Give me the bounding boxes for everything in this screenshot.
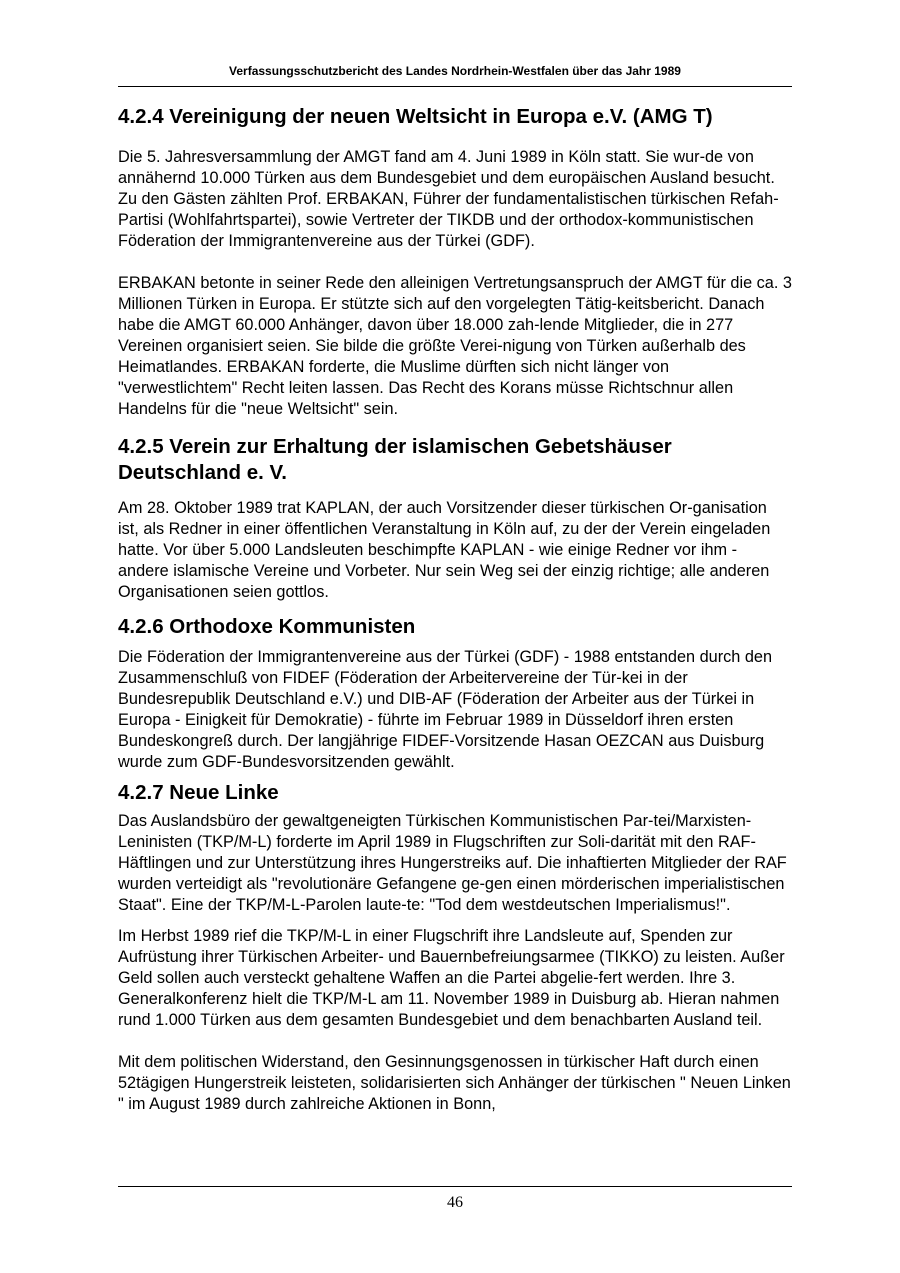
footer-rule [118, 1186, 792, 1187]
page-body [118, 104, 792, 1115]
paragraph: ERBAKAN betonte in seiner Rede den alleinigen Vertretungsanspruch der AMGT für die ca. 3 Millionen Türken in Europa. Er stützte sich auf den vorgelegten Tätig-keitsbericht. Danach habe die AMGT 60.000 Anhänger, davon über 18.000 zah-lende Mitglieder, die in 277 Vereinen organisiert seien. Sie bilde die größte Verei-nigung von Türken außerhalb des Heimatlandes. ERBAKAN forderte, die Muslime dürften sich nicht länger von "verwestlichtem" Recht leiten lassen. Das Recht des Korans müsse Richtschnur allen Handelns für die "neue Weltsicht" sein. [118, 274, 792, 418]
paragraph: Im Herbst 1989 rief die TKP/M-L in einer Flugschrift ihre Landsleute auf, Spenden zur Aufrüstung ihrer Türkischen Arbeiter- und Bauernbefreiungsarmee (TIKKO) zu leisten. Außer Geld sollen auch versteckt gehaltene Waffen an die Partei abgelie-fert werden. Ihre 3. Generalkonferenz hielt die TKP/M-L am 11. November 1989 in Duisburg ab. Hieran nahmen rund 1.000 Türken aus dem gesamten Bundesgebiet und dem benachbarten Ausland teil. [118, 927, 785, 1029]
heading-4-2-4: 4.2.4 Vereinigung der neuen Weltsicht in Europa e.V. (AMG T) [118, 105, 713, 128]
heading-4-2-7: 4.2.7 Neue Linke [118, 781, 279, 804]
running-header: Verfassungsschutzbericht des Landes Nordrhein-Westfalen über das Jahr 1989 [229, 64, 681, 78]
paragraph: Die Föderation der Immigrantenvereine aus der Türkei (GDF) - 1988 entstanden durch den Zusammenschluß von FIDEF (Föderation der Arbeitervereine der Tür-kei in der Bundesrepublik Deutschland e.V.) und DIB-AF (Föderation der Arbeiter aus der Türkei in Europa - Einigkeit für Demokratie) - führte im Februar 1989 in Düsseldorf ihren ersten Bundeskongreß durch. Der langjährige FIDEF-Vorsitzende Hasan OEZCAN aus Duisburg wurde zum GDF-Bundesvorsitzenden gewählt. [118, 648, 773, 771]
heading-4-2-5: 4.2.5 Verein zur Erhaltung der islamischen Gebetshäuser Deutschland e. V. [118, 435, 672, 484]
page-number: 46 [447, 1194, 463, 1211]
heading-4-2-6: 4.2.6 Orthodoxe Kommunisten [118, 615, 416, 638]
header-rule [118, 86, 792, 87]
paragraph: Die 5. Jahresversammlung der AMGT fand am 4. Juni 1989 in Köln statt. Sie wur-de von annähernd 10.000 Türken aus dem Bundesgebiet und dem europäischen Ausland besucht. Zu den Gästen zählten Prof. ERBAKAN, Führer der fundamentalistischen türkischen Refah-Partisi (Wohlfahrtspartei), sowie Vertreter der TIKDB und der orthodox-kommunistischen Föderation der Immigrantenvereine aus der Türkei (GDF). [118, 148, 779, 250]
paragraph: Mit dem politischen Widerstand, den Gesinnungsgenossen in türkischer Haft durch einen 52tägigen Hungerstreik leisteten, solidarisierten sich Anhänger der türkischen " Neuen Linken " im August 1989 durch zahlreiche Aktionen in Bonn, [118, 1053, 791, 1113]
paragraph: Am 28. Oktober 1989 trat KAPLAN, der auch Vorsitzender dieser türkischen Or-ganisation ist, als Redner in einer öffentlichen Veranstaltung in Köln auf, zu der der Verein eingeladen hatte. Vor über 5.000 Landsleuten beschimpfte KAPLAN - wie einige Redner vor ihm - andere islamische Vereine und Vorbeter. Nur sein Weg sei der einzig richtige; alle anderen Organisationen seien gottlos. [118, 499, 771, 601]
paragraph: Das Auslandsbüro der gewaltgeneigten Türkischen Kommunistischen Par-tei/Marxisten-Leninisten (TKP/M-L) forderte im April 1989 in Flugschriften zur Soli-darität mit den RAF-Häftlingen und zur Unterstützung ihres Hungerstreiks auf. Die inhaftierten Mitglieder der RAF wurden verteidigt als "revolutionäre Gefangene ge-gen einen mörderischen imperialistischen Staat". Eine der TKP/M-L-Parolen laute-te: "Tod dem westdeutschen Imperialismus!". [118, 812, 787, 914]
